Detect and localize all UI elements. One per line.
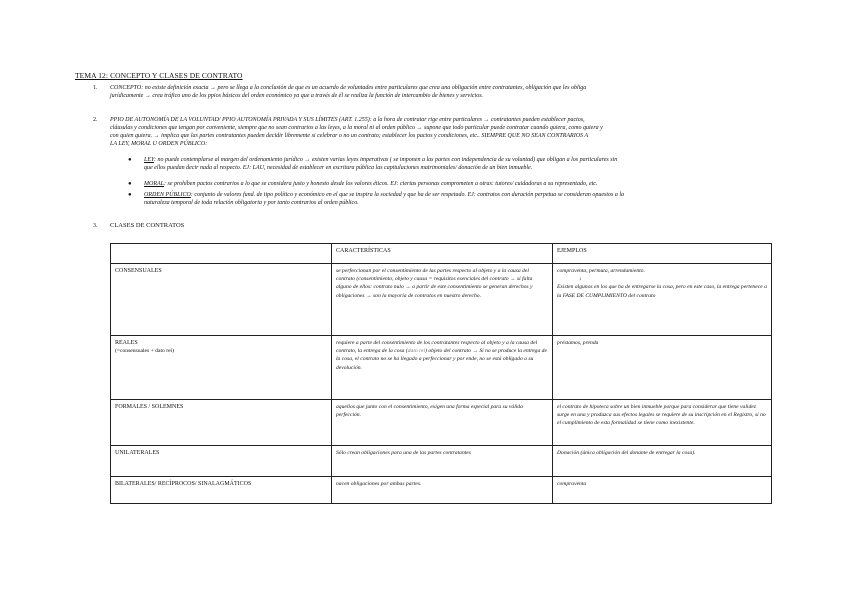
row-characteristics: Sólo crean obligaciones para una de las partes contratantes <box>332 446 553 477</box>
row-characteristics: nacen obligaciones por ambas partes. <box>332 477 553 504</box>
document-title: TEMA 12: CONCEPTO Y CLASES DE CONTRATO <box>75 71 243 80</box>
row-name: REALES <box>115 340 138 346</box>
bullet-moral-text-1: : se prohíben pactos contrarios a lo que se considera justo y honesto desde los valores éticos. EJ: ciertas personas comprometen a otras: tutores/ cuidadoras a su representado, etc. <box>164 181 598 187</box>
row-name: FORMALES / SOLEMNES <box>111 400 332 446</box>
item-2-line-3: con quien quiera. → implica que las partes contratantes pueden decidir libremente si celebrar o no un contrato; establecer los pactos y condiciones, etc.. SIEMPRE QUE NO SEAN CONTRARIOS A <box>110 133 589 139</box>
item-1-line-1: CONCEPTO: no existe definición exacta → pero se llega a la conclusión de que es un acuerdo de voluntades entre particulares que crea una obligación entre contratantes, obligación que les obliga <box>110 85 587 91</box>
row-subtitle: (=consensuales + dato rei) <box>115 348 174 355</box>
bullet-orden-publico <box>144 191 794 207</box>
row-examples: Donación (única obligación del donante de entregar la cosa). <box>553 446 772 477</box>
row-name-cell <box>111 336 332 400</box>
row-name: UNILATERALES <box>111 446 332 477</box>
item-2-autonomy <box>110 116 790 148</box>
bullet-ley <box>144 156 794 172</box>
bullet-moral-label: MORAL <box>144 181 164 187</box>
bullet-ley-text-2: que ellos puedan decir nada al respecto. EJ: LAU, necesidad de establecer en escritura pública las capitulaciones matrimoniales/ donación de un bien inmueble. <box>144 165 533 171</box>
row-examples <box>553 264 772 336</box>
row-name: CONSENSUALES <box>111 264 332 336</box>
table-header-cell <box>111 244 332 264</box>
row-examples: compraventa <box>553 477 772 504</box>
row-characteristics: aquellos que junto con el consentimiento, exigen una forma especial para su válida perfección. <box>332 400 553 446</box>
item-2-line-4: LA LEY, MORAL U ORDEN PÚBLICO: <box>110 141 208 147</box>
item-3-number: 3. <box>93 223 98 229</box>
example-text: Existen algunos en los que ha de entregarse la cosa, pero en este caso, la entrega pertenece a la FASE DE CUMPLIMIENTO del contrato <box>557 284 767 299</box>
item-1-line-2: jurídicamente → crea tráfico uno de los ppios básicos del orden económico ya que a través de él se realiza la función de intercambio de bienes y servicios. <box>110 93 484 99</box>
item-1-number: 1. <box>93 85 98 91</box>
desc-part-b: ) objeto del contrato → Si no se produce la entrega de la cosa, el contrato no se ha llegado a perfeccionar y por ende, no se está obligado a su devolución. <box>336 348 547 371</box>
bullet-orden-label: ORDEN PÚBLICO <box>144 192 191 198</box>
bullet-icon: ● <box>128 181 132 187</box>
row-name: BILATERALES/ RECÍPROCOS/ SINALAGMÁTICOS <box>111 477 332 504</box>
table-row <box>111 264 772 336</box>
row-examples: el contrato de hipoteca sobre un bien inmueble porque para considerar que tiene validez surge en una y produzca sus efectos legales se requiere de su inscripción en el Registro, si no el cumplimiento de esta formalidad se tiene como inexistente. <box>553 400 772 446</box>
example-text: compraventa, permuta, arrendamiento. <box>557 268 645 274</box>
desc-part-a: requiere a parte del consentimiento de los contratantes respecto al objeto y a la causa del contrato, la entrega de la cosa ( <box>336 340 538 355</box>
bullet-orden-text-1: : conjunto de valores fund. de tipo político y económico en el que se inspira la sociedad y que ha de ser respetado. EJ: contratos con duración perpetua se consideran opuestos a la <box>190 192 624 198</box>
row-examples: préstamos, prenda <box>553 336 772 400</box>
down-arrow-icon: ↓ <box>579 276 582 283</box>
table-header-row <box>111 244 772 264</box>
dato-rei-text: dato rei <box>407 348 426 355</box>
row-characteristics <box>332 336 553 400</box>
item-2-number: 2. <box>93 117 98 123</box>
table-header-cell: EJEMPLOS <box>553 244 772 264</box>
contract-types-table <box>110 243 772 504</box>
item-3-heading: CLASES DE CONTRATOS <box>110 222 185 229</box>
table-row <box>111 336 772 400</box>
bullet-moral <box>144 180 794 188</box>
bullet-icon: ● <box>128 192 132 198</box>
bullet-orden-text-2: naturaleza temporal de toda relación obligatoria y por tanto contrarios al orden público. <box>144 200 359 206</box>
table-row <box>111 400 772 446</box>
bullet-ley-label: LEY <box>144 157 154 163</box>
item-2-line-2: cláusulas y condiciones que tengan por conveniente, siempre que no sean contrarios a las leyes, a la moral ni al orden público → supone que todo particular puede contratar cuando quiera, como quiera y <box>110 125 603 131</box>
table-row <box>111 477 772 504</box>
item-1-concept <box>110 84 790 100</box>
row-characteristics: se perfeccionan por el consentimiento de las partes respecto al objeto y a la causa del contrato (consentimiento, objeto y causa = requisitos esenciales del contrato → si falta alguno de ellos: contrato nulo → a partir de este consentimiento se generan derechos y obligaciones → son la mayoría de contratos en nuestro derecho. <box>332 264 553 336</box>
item-2-line-1: PPIO DE AUTONOMÍA DE LA VOLUNTAD/ PPIO AUTONOMÍA PRIVADA Y SUS LÍMITES (ART. 1.255): a la hora de contratar rige entre particulares → contratantes pueden establecer pactos, <box>110 117 585 123</box>
table-row <box>111 446 772 477</box>
bullet-icon: ● <box>128 157 132 163</box>
bullet-ley-text-1: : no puede contemplarse al margen del ordenamiento jurídico → existen varias leyes imperativas ( se imponen a las partes con independencia de su voluntad) que obligan a los particulares sin <box>153 157 618 163</box>
table-header-cell: CARACTERÍSTICAS <box>332 244 553 264</box>
